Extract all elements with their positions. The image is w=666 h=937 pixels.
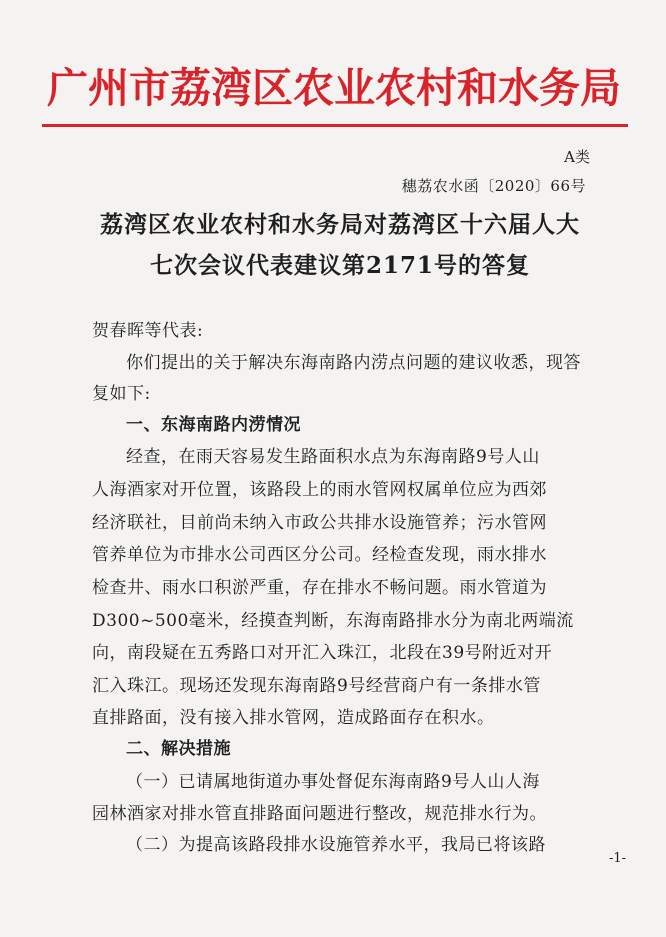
body-line: （一）已请属地街道办事处督促东海南路9号人山人海 (126, 772, 540, 792)
section-heading-2: 二、解决措施 (126, 739, 231, 759)
document-title-line-1: 荔湾区农业农村和水务局对荔湾区十六届人大 (100, 211, 580, 238)
page-number: -1- (608, 851, 626, 866)
document-title-line-2: 七次会议代表建议第2171号的答复 (149, 252, 530, 279)
document-number: 穗荔农水函〔2020〕66号 (401, 177, 586, 195)
body-line: 复如下: (92, 384, 151, 404)
body-line: 经查，在雨天容易发生路面积水点为东海南路9号人山 (126, 447, 540, 467)
section-heading-1: 一、东海南路内涝情况 (126, 415, 301, 435)
body-line: 管养单位为市排水公司西区分公司。经检查发现，雨水排水 (92, 545, 547, 565)
body-line: 人海酒家对开位置，该路段上的雨水管网权属单位应为西郊 (92, 480, 547, 500)
document-class: A类 (564, 148, 590, 166)
body-line: 经济联社，目前尚未纳入市政公共排水设施管养；污水管网 (92, 513, 547, 533)
body-line: （二）为提高该路段排水设施管养水平，我局已将该路 (126, 835, 546, 855)
body-line: 汇入珠江。现场还发现东海南路9号经营商户有一条排水管 (92, 676, 541, 696)
body-line: 园林酒家对排水管直排路面问题进行整改，规范排水行为。 (92, 804, 547, 824)
red-divider-line (42, 124, 628, 127)
agency-name: 广州市荔湾区农业农村和水务局 (47, 64, 621, 112)
body-line: 检查井、雨水口积淤严重，存在排水不畅问题。雨水管道为 (92, 578, 547, 598)
body-line: 你们提出的关于解决东海南路内涝点问题的建议收悉，现答 (126, 353, 581, 373)
body-line: D300~500毫米，经摸查判断，东海南路排水分为南北两端流 (92, 611, 574, 631)
body-line: 向，南段疑在五秀路口对开汇入珠江，北段在39号附近对开 (92, 643, 553, 663)
body-line: 直排路面，没有接入排水管网，造成路面存在积水。 (92, 708, 495, 728)
salutation: 贺春晖等代表: (92, 321, 204, 341)
